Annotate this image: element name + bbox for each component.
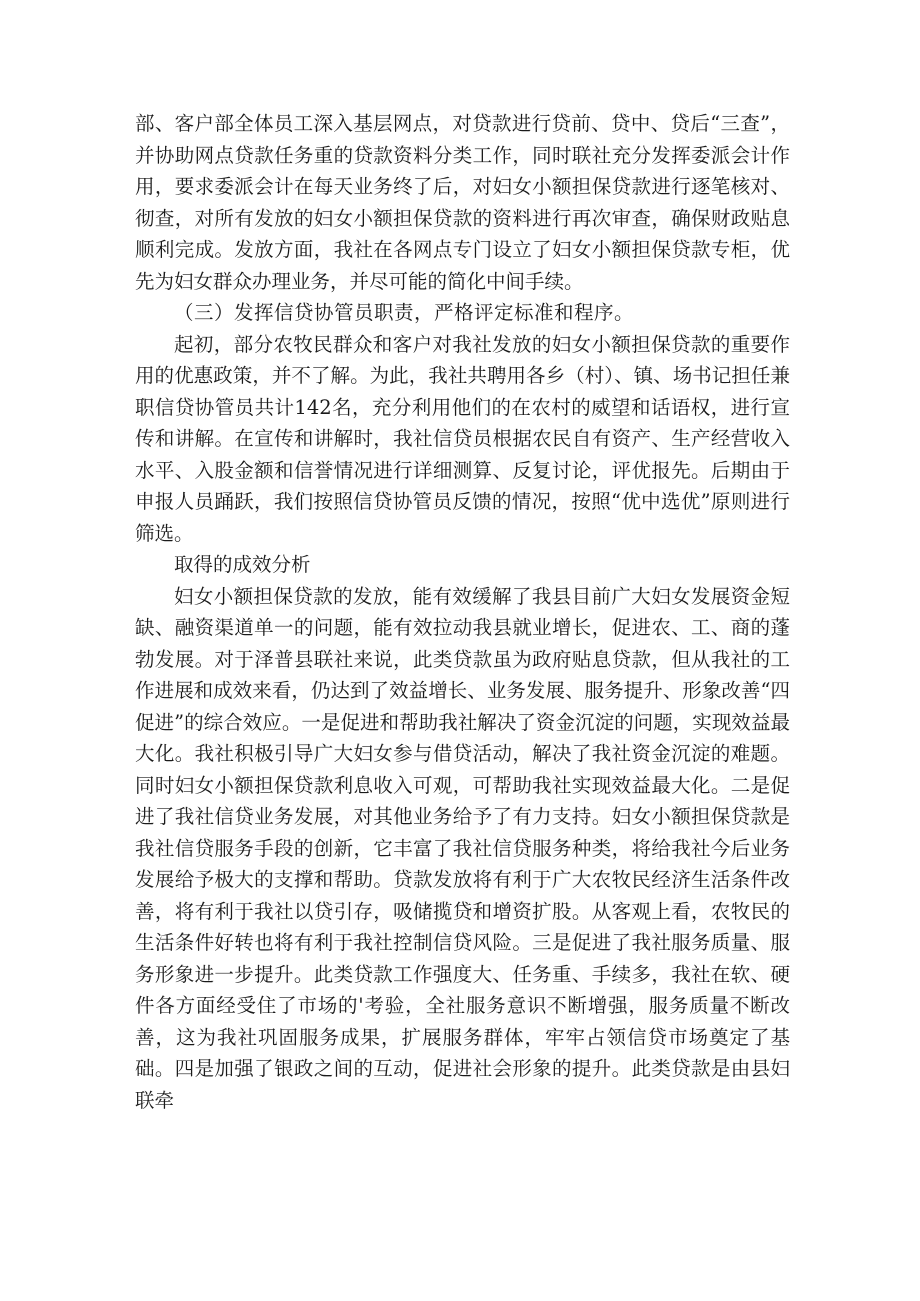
- section-heading-results: 取得的成效分析: [174, 553, 311, 576]
- paragraph-loan-review: 部、客户部全体员工深入基层网点，对贷款进行贷前、贷中、贷后“三查”，并协助网点贷款任务重的贷款资料分类工作，同时联社充分发挥委派会计作用，要求委派会计在每天业务终了后，对妇女小额担保贷款进行逐笔核对、彻查，对所有发放的妇女小额担保贷款的资料进行再次审查，确保财政贴息顺利完成。发放方面，我社在各网点专门设立了妇女小额担保贷款专柜，优先为妇女群众办理业务，并尽可能的简化中间手续。: [135, 112, 790, 293]
- paragraph-results-analysis: 妇女小额担保贷款的发放，能有效缓解了我县目前广大妇女发展资金短缺、融资渠道单一的问题，能有效拉动我县就业增长，促进农、工、商的蓬勃发展。对于泽普县联社来说，此类贷款虽为政府贴息贷款，但从我社的工作进展和成效来看，仍达到了效益增长、业务发展、服务提升、形象改善“四促进”的综合效应。一是促进和帮助我社解决了资金沉淀的问题，实现效益最大化。我社积极引导广大妇女参与借贷活动，解决了我社资金沉淀的难题。同时妇女小额担保贷款利息收入可观，可帮助我社实现效益最大化。二是促进了我社信贷业务发展，对其他业务给予了有力支持。妇女小额担保贷款是我社信贷服务手段的创新，它丰富了我社信贷服务种类，将给我社今后业务发展给予极大的支撑和帮助。贷款发放将有利于广大农牧民经济生活条件改善，将有利于我社以贷引存，吸储揽贷和增资扩股。从客观上看，农牧民的生活条件好转也将有利于我社控制信贷风险。三是促进了我社服务质量、服务形象进一步提升。此类贷款工作强度大、任务重、手续多，我社在软、硬件各方面经受住了市场的'考验，全社服务意识不断增强，服务质量不断改善，这为我社巩固服务成果，扩展服务群体，牢牢占领信贷市场奠定了基础。四是加强了银政之间的互动，促进社会形象的提升。此类贷款是由县妇联牵: [135, 584, 790, 1112]
- paragraph-credit-coordinators: 起初，部分农牧民群众和客户对我社发放的妇女小额担保贷款的重要作用的优惠政策，并不了解。为此，我社共聘用各乡（村）、镇、场书记担任兼职信贷协管员共计142名，充分利用他们的在农村的威望和话语权，进行宣传和讲解。在宣传和讲解时，我社信贷员根据农民自有资产、生产经营收入水平、入股金额和信誉情况进行详细测算、反复讨论，评优报先。后期由于申报人员踊跃，我们按照信贷协管员反馈的情况，按照“优中选优”原则进行筛选。: [135, 332, 790, 545]
- section-heading-credit-coordinators: （三）发挥信贷协管员职责，严格评定标准和程序。: [174, 301, 635, 324]
- document-body: [135, 108, 790, 1116]
